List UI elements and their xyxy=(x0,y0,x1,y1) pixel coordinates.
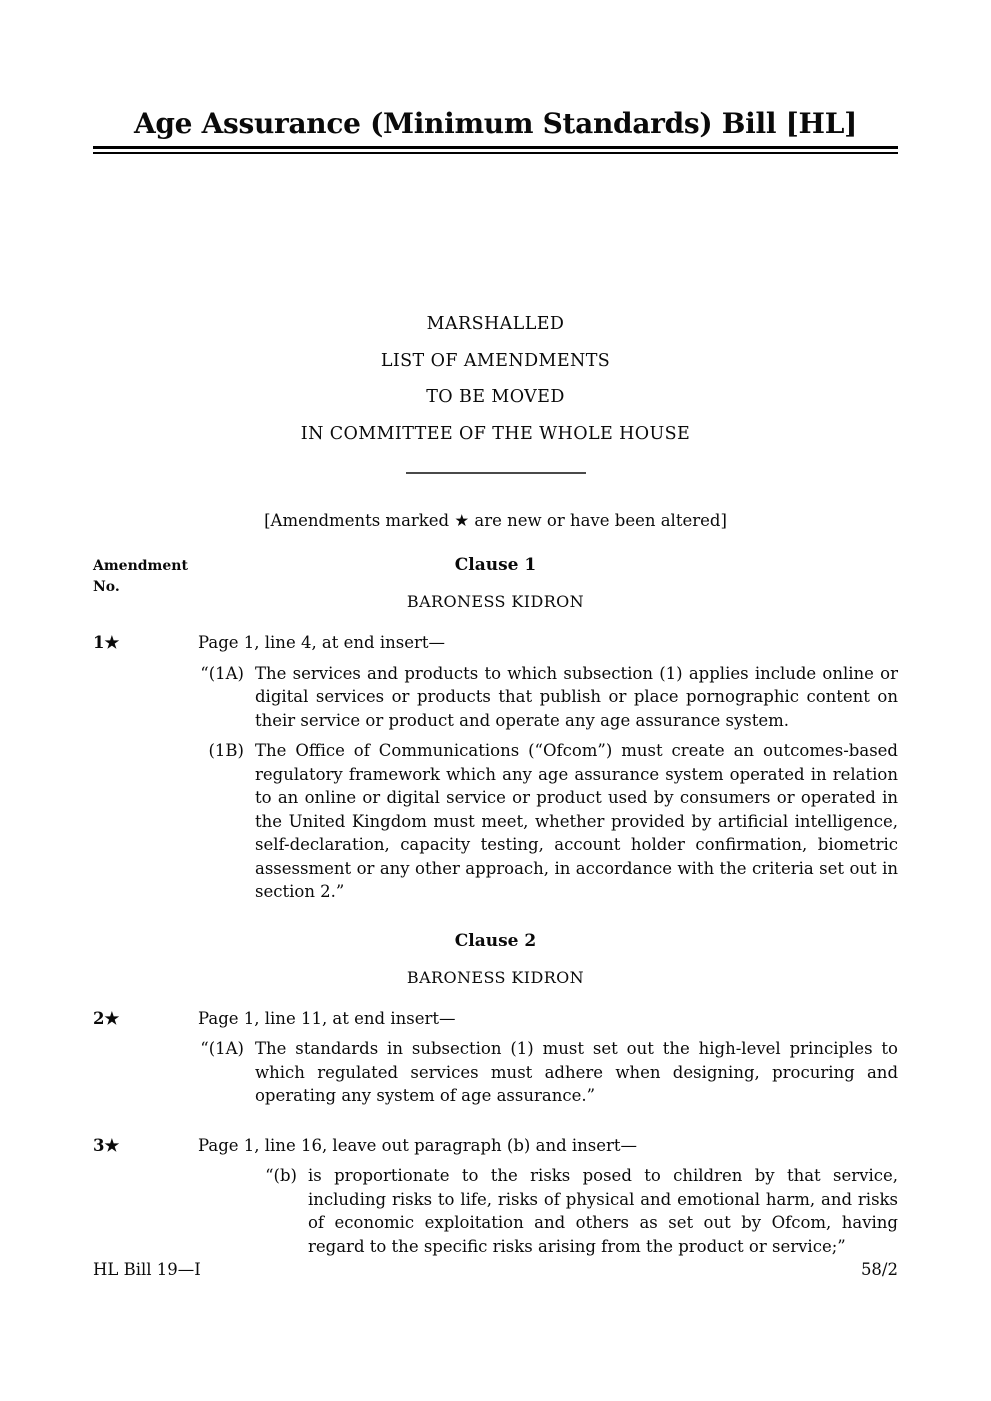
document-body xyxy=(0,555,991,1258)
amendment-2 xyxy=(93,1007,898,1108)
title-rule xyxy=(93,146,898,154)
paragraph-label: “(1A) xyxy=(200,663,244,683)
amendment-no-label-line2: No. xyxy=(93,579,120,595)
clause-1-block xyxy=(93,592,898,904)
amendment-2-number: 2★ xyxy=(93,1008,120,1028)
amendment-3-paragraph-b xyxy=(265,1164,898,1258)
amendment-2-instruction: Page 1, line 11, at end insert— xyxy=(198,1008,456,1028)
amendment-1 xyxy=(93,631,898,904)
notice-text: [Amendments marked ★ are new or have been altered] xyxy=(264,511,727,530)
amendments-marked-notice xyxy=(0,511,991,530)
clause-2-heading: Clause 2 xyxy=(454,930,537,951)
paragraph-label: “(1A) xyxy=(200,1039,244,1058)
heading-marshalled: MARSHALLED xyxy=(426,314,565,334)
page-footer xyxy=(93,1260,898,1279)
paragraph-text: The Office of Communications (“Ofcom”) must create an outcomes-based regulatory framework which any age assurance system operated in relation to an online or digital service or product used by consumers or operated in the United Kingdom must meet, whether provided by artificial intelligence, self-declaration, capacity testing, account holder confirmation, biometric assessment or any other approach, in accordance with the criteria set out in section 2.” xyxy=(255,741,898,901)
amendment-header-row xyxy=(93,555,898,595)
footer-session-number: 58/2 xyxy=(860,1260,898,1279)
clause-2-block xyxy=(93,931,898,1259)
amendment-3 xyxy=(93,1134,898,1259)
amendment-no-label-line1: Amendment xyxy=(93,558,188,574)
paragraph-label: “(b) xyxy=(265,1166,297,1185)
amendment-1-paragraph-1B xyxy=(208,739,898,904)
heading-in-committee: IN COMMITTEE OF THE WHOLE HOUSE xyxy=(300,423,691,444)
bill-title: Age Assurance (Minimum Standards) Bill [HL] xyxy=(133,107,858,140)
amendment-1-paragraph-1A xyxy=(200,662,898,733)
clause-1-mover: BARONESS KIDRON xyxy=(406,592,585,611)
amendment-3-number: 3★ xyxy=(93,1135,120,1155)
paragraph-text: The standards in subsection (1) must set out the high-level principles to which regulated services must adhere when designing, procuring and operating any system of age assurance.” xyxy=(255,1039,898,1105)
heading-to-be-moved: TO BE MOVED xyxy=(426,387,565,407)
clause-2-mover: BARONESS KIDRON xyxy=(406,967,585,987)
amendment-no-column-label xyxy=(93,556,188,598)
amendment-3-instruction: Page 1, line 16, leave out paragraph (b) and insert— xyxy=(198,1135,638,1155)
paragraph-text: The services and products to which subsection (1) applies include online or digital services or products that publish or place pornographic content on their service or product and operate any age assurance system. xyxy=(255,663,898,730)
amendment-1-instruction: Page 1, line 4, at end insert— xyxy=(198,633,446,652)
footer-bill-number: HL Bill 19—I xyxy=(93,1260,201,1279)
paragraph-text: is proportionate to the risks posed to children by that service, including risks to life, risks of physical and emotional harm, and risks of economic exploitation and others as set out by Ofcom, having regard to the specific risks arising from the product or service;” xyxy=(308,1166,898,1256)
heading-list-of-amendments: LIST OF AMENDMENTS xyxy=(380,350,611,371)
paragraph-label: (1B) xyxy=(208,741,244,760)
amendment-2-paragraph-1A xyxy=(200,1037,898,1108)
amendment-1-number: 1★ xyxy=(93,633,120,652)
clause-1-heading: Clause 1 xyxy=(454,555,537,575)
section-separator-rule xyxy=(406,472,586,474)
ceremonial-heading-block xyxy=(0,306,991,452)
